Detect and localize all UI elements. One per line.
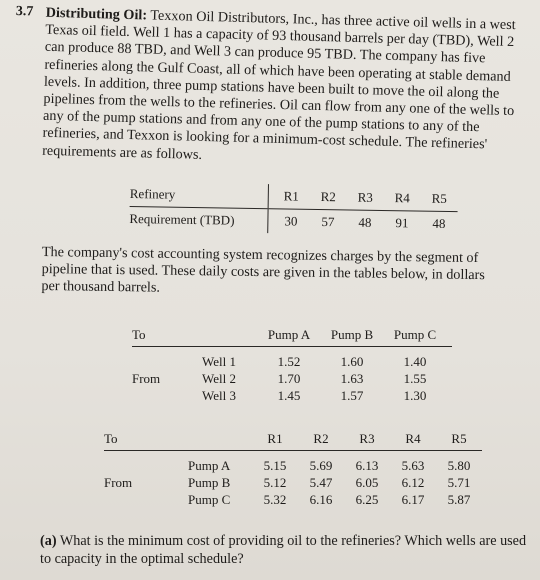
to-label: To [104, 431, 118, 446]
cost-cell: 5.47 [309, 475, 333, 490]
cost-cell: 1.30 [403, 388, 427, 403]
from-label: From [132, 370, 161, 386]
cost-cell: 1.57 [340, 388, 364, 403]
question-label: (a) [40, 533, 57, 549]
requirement-value: 48 [358, 214, 372, 230]
refinery-header: R3 [357, 189, 373, 205]
cost-cell: 1.55 [403, 371, 427, 386]
cost-cell: 6.16 [309, 492, 333, 507]
paragraph-1-text: Texxon Oil Distributors, Inc., has three active oil wells in a west Texas oil field. Well 1 has a capacity of 93 thousand barrels per day (TBD), Well 2 can produce 88 TBD, and Well 3 can produce 95 TBD. The company has five refineries along the Gulf Coast, all of which have been operating at stable demand levels. In addition, three pump stations have been built to move the oil along the pipelines from the wells to the refineries. Oil can flow from any one of the wells to any of the pump stations and from any one of the pump stations to any of the refineries, and Texxon is looking for a minimum-cost schedule. The refineries' requirements are as follows. [41, 7, 516, 163]
pump-header: Pump A [267, 327, 311, 342]
requirement-value: 57 [321, 214, 335, 230]
requirement-value: 30 [284, 213, 298, 229]
cost-cell: 1.52 [277, 354, 301, 369]
refinery-header: R5 [451, 431, 467, 446]
pump-to-refinery-cost-table [104, 428, 482, 508]
cost-cell: 1.60 [340, 354, 364, 369]
cost-cell: 1.40 [403, 354, 427, 369]
requirement-value: 91 [395, 215, 409, 231]
problem-paragraph-2: The company's cost accounting system recognizes charges by the segment of pipeline that is used. These daily costs are given in the tables below, in dollars per thousand barrels. [41, 244, 485, 296]
problem-title: Distributing Oil: [45, 4, 148, 24]
cost-cell: 1.70 [277, 371, 301, 386]
cost-cell: 6.17 [401, 492, 425, 507]
well-label: Well 1 [202, 354, 236, 369]
cost-cell: 5.63 [401, 458, 425, 473]
requirement-value: 48 [432, 215, 446, 231]
cost-cell: 5.69 [309, 458, 333, 473]
refinery-header: R2 [313, 431, 329, 446]
cost-cell: 5.71 [447, 475, 471, 490]
refinery-header: R1 [267, 431, 283, 446]
cost-cell: 5.15 [263, 458, 287, 473]
cost-cell: 6.05 [355, 475, 379, 490]
cost-cell: 6.12 [401, 475, 425, 490]
well-to-pump-cost-table [132, 324, 452, 404]
cost-cell: 5.87 [447, 492, 471, 507]
refinery-row-label: Refinery [129, 185, 176, 202]
pump-header: Pump C [393, 327, 437, 342]
pump-label: Pump A [188, 458, 231, 473]
refinery-header: R4 [394, 190, 410, 206]
to-label: To [132, 327, 146, 342]
refinery-header: R5 [431, 190, 447, 206]
well-label: Well 3 [202, 388, 236, 403]
cost-cell: 1.63 [340, 371, 364, 386]
problem-number: 3.7 [15, 4, 34, 20]
refinery-requirements-table [129, 182, 458, 236]
refinery-header: R1 [283, 188, 299, 204]
pump-header: Pump B [330, 327, 374, 342]
cost-cell: 1.45 [277, 388, 301, 403]
pump-label: Pump B [188, 475, 231, 490]
refinery-header: R4 [405, 431, 421, 446]
problem-paragraph-1 [42, 5, 526, 172]
question-text: What is the minimum cost of providing oil to the refineries? Which wells are used to capacity in the optimal schedule? [40, 533, 527, 567]
cost-cell: 5.12 [263, 475, 287, 490]
problem-3-7 [12, 4, 526, 172]
refinery-header: R3 [359, 431, 375, 446]
from-label: From [104, 474, 133, 490]
question-a [40, 532, 530, 568]
refinery-header: R2 [320, 188, 336, 205]
cost-cell: 5.32 [263, 492, 287, 507]
cost-cell: 6.13 [355, 458, 379, 473]
requirement-row-label: Requirement (TBD) [129, 210, 235, 228]
well-label: Well 2 [202, 371, 236, 386]
pump-label: Pump C [188, 492, 231, 507]
cost-cell: 5.80 [447, 458, 471, 473]
cost-cell: 6.25 [355, 492, 379, 507]
